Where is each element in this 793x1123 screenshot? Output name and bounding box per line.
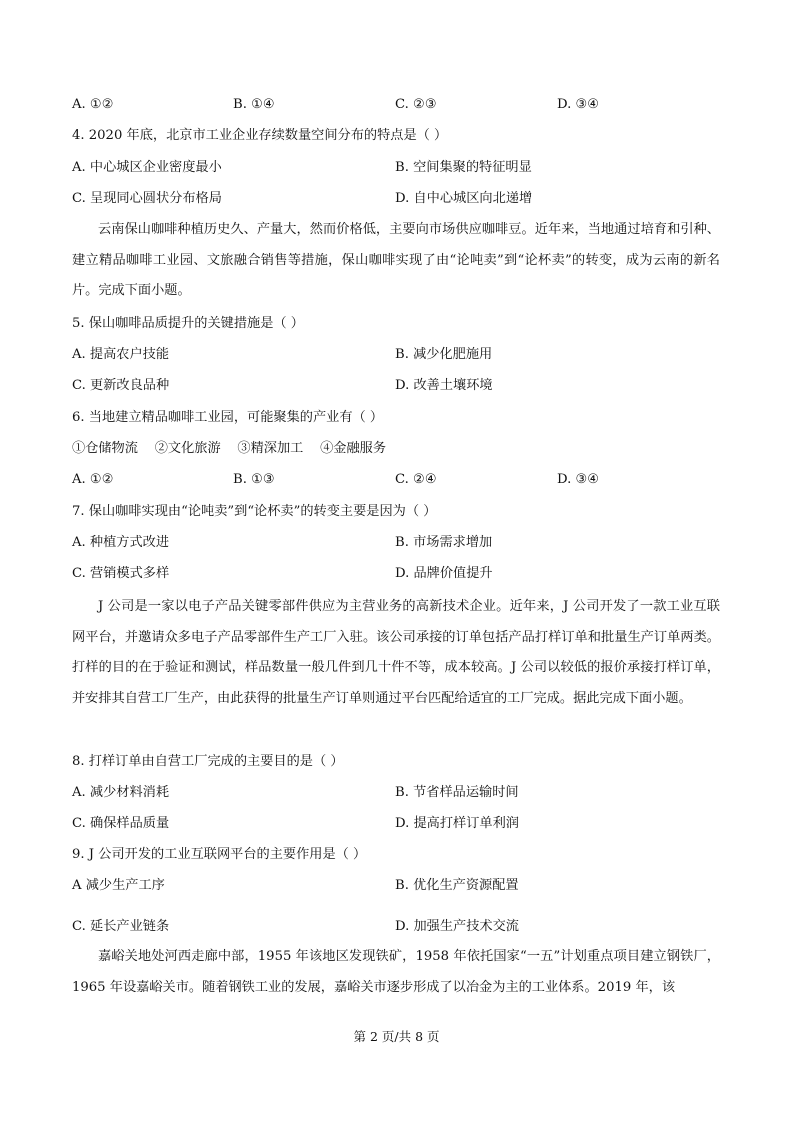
q6-items: ①仓储物流 ②文化旅游 ③精深加工 ④金融服务: [72, 441, 387, 456]
q5-option-d: D. 改善土壤环境: [395, 378, 493, 393]
q3-option-c: C. ②③: [395, 97, 437, 112]
q6-option-a: A. ①②: [72, 472, 114, 487]
q7-stem: 7. 保山咖啡实现由“论吨卖”到“论杯卖”的转变主要是因为（ ）: [72, 504, 437, 519]
q6-option-b: B. ①③: [233, 472, 275, 487]
q4-option-c: C. 呈现同心圆状分布格局: [72, 191, 222, 206]
passage-baoshan-coffee: 云南保山咖啡种植历史久、产量大，然而价格低，主要向市场供应咖啡豆。近年来，当地通过培育和引种、建立精品咖啡工业园、文旅融合销售等措施，保山咖啡实现了由“论吨卖”到“论杯卖”的转变，成为云南的新名片。完成下面小题。: [72, 222, 720, 298]
q8-option-c: C. 确保样品质量: [72, 816, 170, 831]
q3-option-b: B. ①④: [233, 97, 275, 112]
passage-j-company: J 公司是一家以电子产品关键零部件供应为主营业务的高新技术企业。近年来，J 公司开发了一款工业互联网平台，并邀请众多电子产品零部件生产工厂入驻。该公司承接的订单包括产品打样订单和批量生产订单两类。打样的目的在于验证和测试，样品数量一般几件到几十件不等，成本较高。J 公司以较低的报价承接打样订单，并安排其自营工厂生产，由此获得的批量生产订单则通过平台匹配给适宜的工厂完成。据此完成下面小题。: [72, 599, 720, 706]
q8-option-d: D. 提高打样订单利润: [395, 816, 519, 831]
passage-jiayuguan: 嘉峪关地处河西走廊中部，1955 年该地区发现铁矿，1958 年依托国家“一五”计划重点项目建立钢铁厂，1965 年设嘉峪关市。随着钢铁工业的发展，嘉峪关市逐步形成了以冶金为主的工业体系。2019 年，该: [72, 949, 720, 995]
q5-option-c: C. 更新改良品种: [72, 378, 170, 393]
q9-option-c: C. 延长产业链条: [72, 919, 170, 934]
page-number-footer: 第 2 页/共 8 页: [353, 1029, 440, 1044]
q4-option-b: B. 空间集聚的特征明显: [395, 160, 532, 175]
q6-option-c: C. ②④: [395, 472, 437, 487]
q8-option-b: B. 节省样品运输时间: [395, 785, 519, 800]
q5-option-b: B. 减少化肥施用: [395, 347, 493, 362]
q6-stem: 6. 当地建立精品咖啡工业园，可能聚集的产业有（ ）: [72, 410, 384, 425]
q5-option-a: A. 提高农户技能: [72, 347, 170, 362]
q5-stem: 5. 保山咖啡品质提升的关键措施是（ ）: [72, 316, 304, 331]
q9-stem: 9. J 公司开发的工业互联网平台的主要作用是（ ）: [72, 847, 367, 862]
q9-option-d: D. 加强生产技术交流: [395, 919, 519, 934]
q7-option-b: B. 市场需求增加: [395, 535, 493, 550]
q8-stem: 8. 打样订单由自营工厂完成的主要目的是（ ）: [72, 754, 344, 769]
q9-option-a: A 减少生产工序: [72, 878, 165, 893]
q4-stem: 4. 2020 年底，北京市工业企业存续数量空间分布的特点是（ ）: [72, 128, 448, 143]
q6-option-d: D. ③④: [557, 472, 600, 487]
q7-option-d: D. 品牌价值提升: [395, 566, 493, 581]
q3-option-d: D. ③④: [557, 97, 600, 112]
q8-option-a: A. 减少材料消耗: [72, 785, 170, 800]
q7-option-c: C. 营销模式多样: [72, 566, 170, 581]
q9-option-b: B. 优化生产资源配置: [395, 878, 519, 893]
q4-option-a: A. 中心城区企业密度最小: [72, 160, 222, 175]
q3-option-a: A. ①②: [72, 97, 114, 112]
q7-option-a: A. 种植方式改进: [72, 535, 170, 550]
q4-option-d: D. 自中心城区向北递增: [395, 191, 533, 206]
